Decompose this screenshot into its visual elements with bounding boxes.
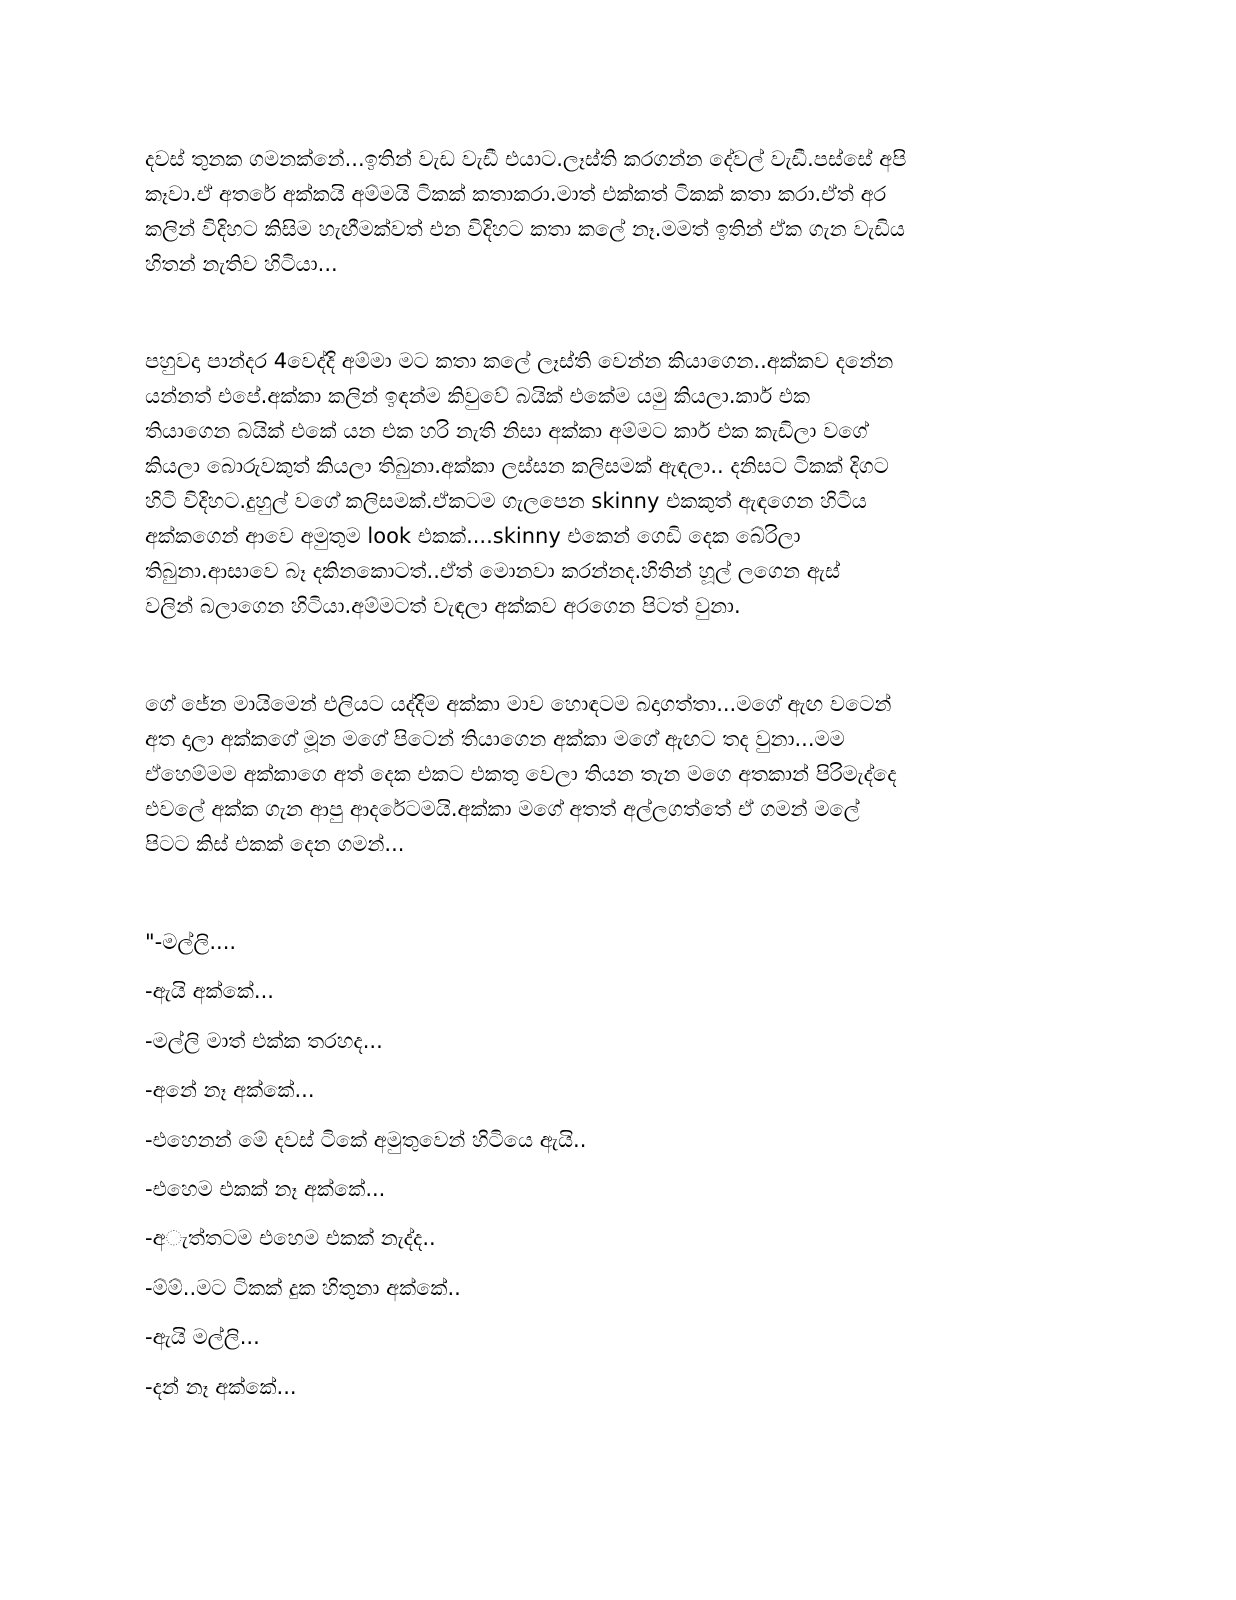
dialogue-line: -මල්ලි මාත් එක්ක තරහද... (145, 1028, 383, 1053)
text-line: කියලා බොරුවකුත් කියලා තිබුනා.අක්කා ලස්සන කලිසමක් ඇඳලා.. දනිසට ටිකක් දිගට (145, 454, 889, 478)
text-line: හිටි විදිහට.දුහුල් වගේ කලිසමක්.ඒකටම ගැලපෙන skinny එකකුත් ඇඳගෙන හිටිය (145, 489, 867, 513)
dialogue-line: -ඇයි මල්ලි... (145, 1325, 260, 1350)
text-line: වලින් බලාගෙන හිටියා.අම්මටත් වැඳලා අක්කව අරගෙන පිටත් වුනා. (145, 594, 741, 618)
text-line: පිටට කිස් එකක් දෙන ගමන්... (145, 832, 405, 856)
dialogue-line: -ඇයි අක්කේ... (145, 979, 274, 1004)
text-line: දවස් තුනක ගමනක්නේ...ඉතින් වැඩ වැඩී එයාට.ලෑස්ති කරගන්න දේවල් වැඩී.පස්සේ අපි (145, 147, 907, 171)
paragraph-1 (145, 142, 1085, 282)
dialogue-line: -දන් නෑ අක්කේ... (145, 1374, 297, 1399)
paragraph-2 (145, 344, 1085, 624)
dialogue-line: -එහෙනන් මේ දවස් ටිකේ අමුතුවෙන් හිටියෙ ඇයි.. (145, 1127, 587, 1152)
text-line: පහුවදා පාන්දර 4වෙද්දි අම්මා මට කතා කලේ ලෑස්ති වෙන්න කියාගෙන..අක්කව දනේන (145, 349, 894, 373)
dialogue-block (145, 922, 1085, 1416)
dialogue-line: "-මල්ලි.... (145, 930, 237, 954)
text-line: කලින් විදිහට කිසිම හැඟීමක්වත් එන විදිහට කතා කලේ නෑ.මමත් ඉතින් ඒක ගැන වැඩිය (145, 217, 905, 241)
text-line: අත දාලා අක්කගේ මූන මගේ පිටෙන් තියාගෙන අක්කා මගේ ඇඟට තද වුනා...මම (145, 727, 845, 751)
text-line: ඒහෙම්මම අක්කාගෙ අත් දෙක එකට එකතු වෙලා තියන තැන මගෙ අතකාන් පිරිමැද්දෙ (145, 762, 897, 786)
dialogue-line: -අනේ නෑ අක්කේ... (145, 1078, 315, 1103)
text-line: එවලේ අක්ක ගැන ආපු ආදරේටමයි.අක්කා මගේ අතත් අල්ලගත්තේ ඒ ගමන් මලේ (145, 797, 860, 821)
paragraph-3 (145, 687, 1085, 862)
dialogue-line: -ම්ම්..මට ටිකක් දුක හිතුනා අක්කේ.. (145, 1275, 461, 1300)
text-line: හිතන් නැතිව හිටියා... (145, 252, 338, 276)
text-line: අක්කගෙන් ආවෙ අමුතුම look එකක්....skinny එකෙන් ගෙඩි දෙක බේරිලා (145, 524, 801, 548)
text-line: ගේ ජේන මායිමෙන් එලියට යද්දිම අක්කා මාව හොඳටම බදාගත්තා...මගේ ඇඟ වටෙන් (145, 692, 892, 716)
text-line: කෑවා.ඒ අතරේ අක්කයි අම්මයි ටිකක් කතාකරා.මාත් එක්කත් ටිකක් කතා කරා.ඒත් අර (145, 182, 887, 206)
text-line: යන්නත් එපේ.අක්කා කලින් ඉඳන්ම කිවුවේ බයික් එකේම යමු කියලා.කාර් එක (145, 384, 811, 408)
text-line: තිබුනා.ආසාවෙ බෑ දකිනකොටත්..ඒත් මොනවා කරන්නද.හිතින් හූල් ලගෙන ඇස් (145, 559, 841, 583)
dialogue-line: -එහෙම එකක් නෑ අක්කේ... (145, 1176, 386, 1201)
text-line: තියාගෙන බයික් එකේ යන එක හරි නැති නිසා අක්කා අම්මට කාර් එක කැඩිලා වගේ (145, 419, 868, 443)
dialogue-line: -අ◌ැත්තටම එහෙම එකක් නැද්ද.. (145, 1226, 436, 1251)
